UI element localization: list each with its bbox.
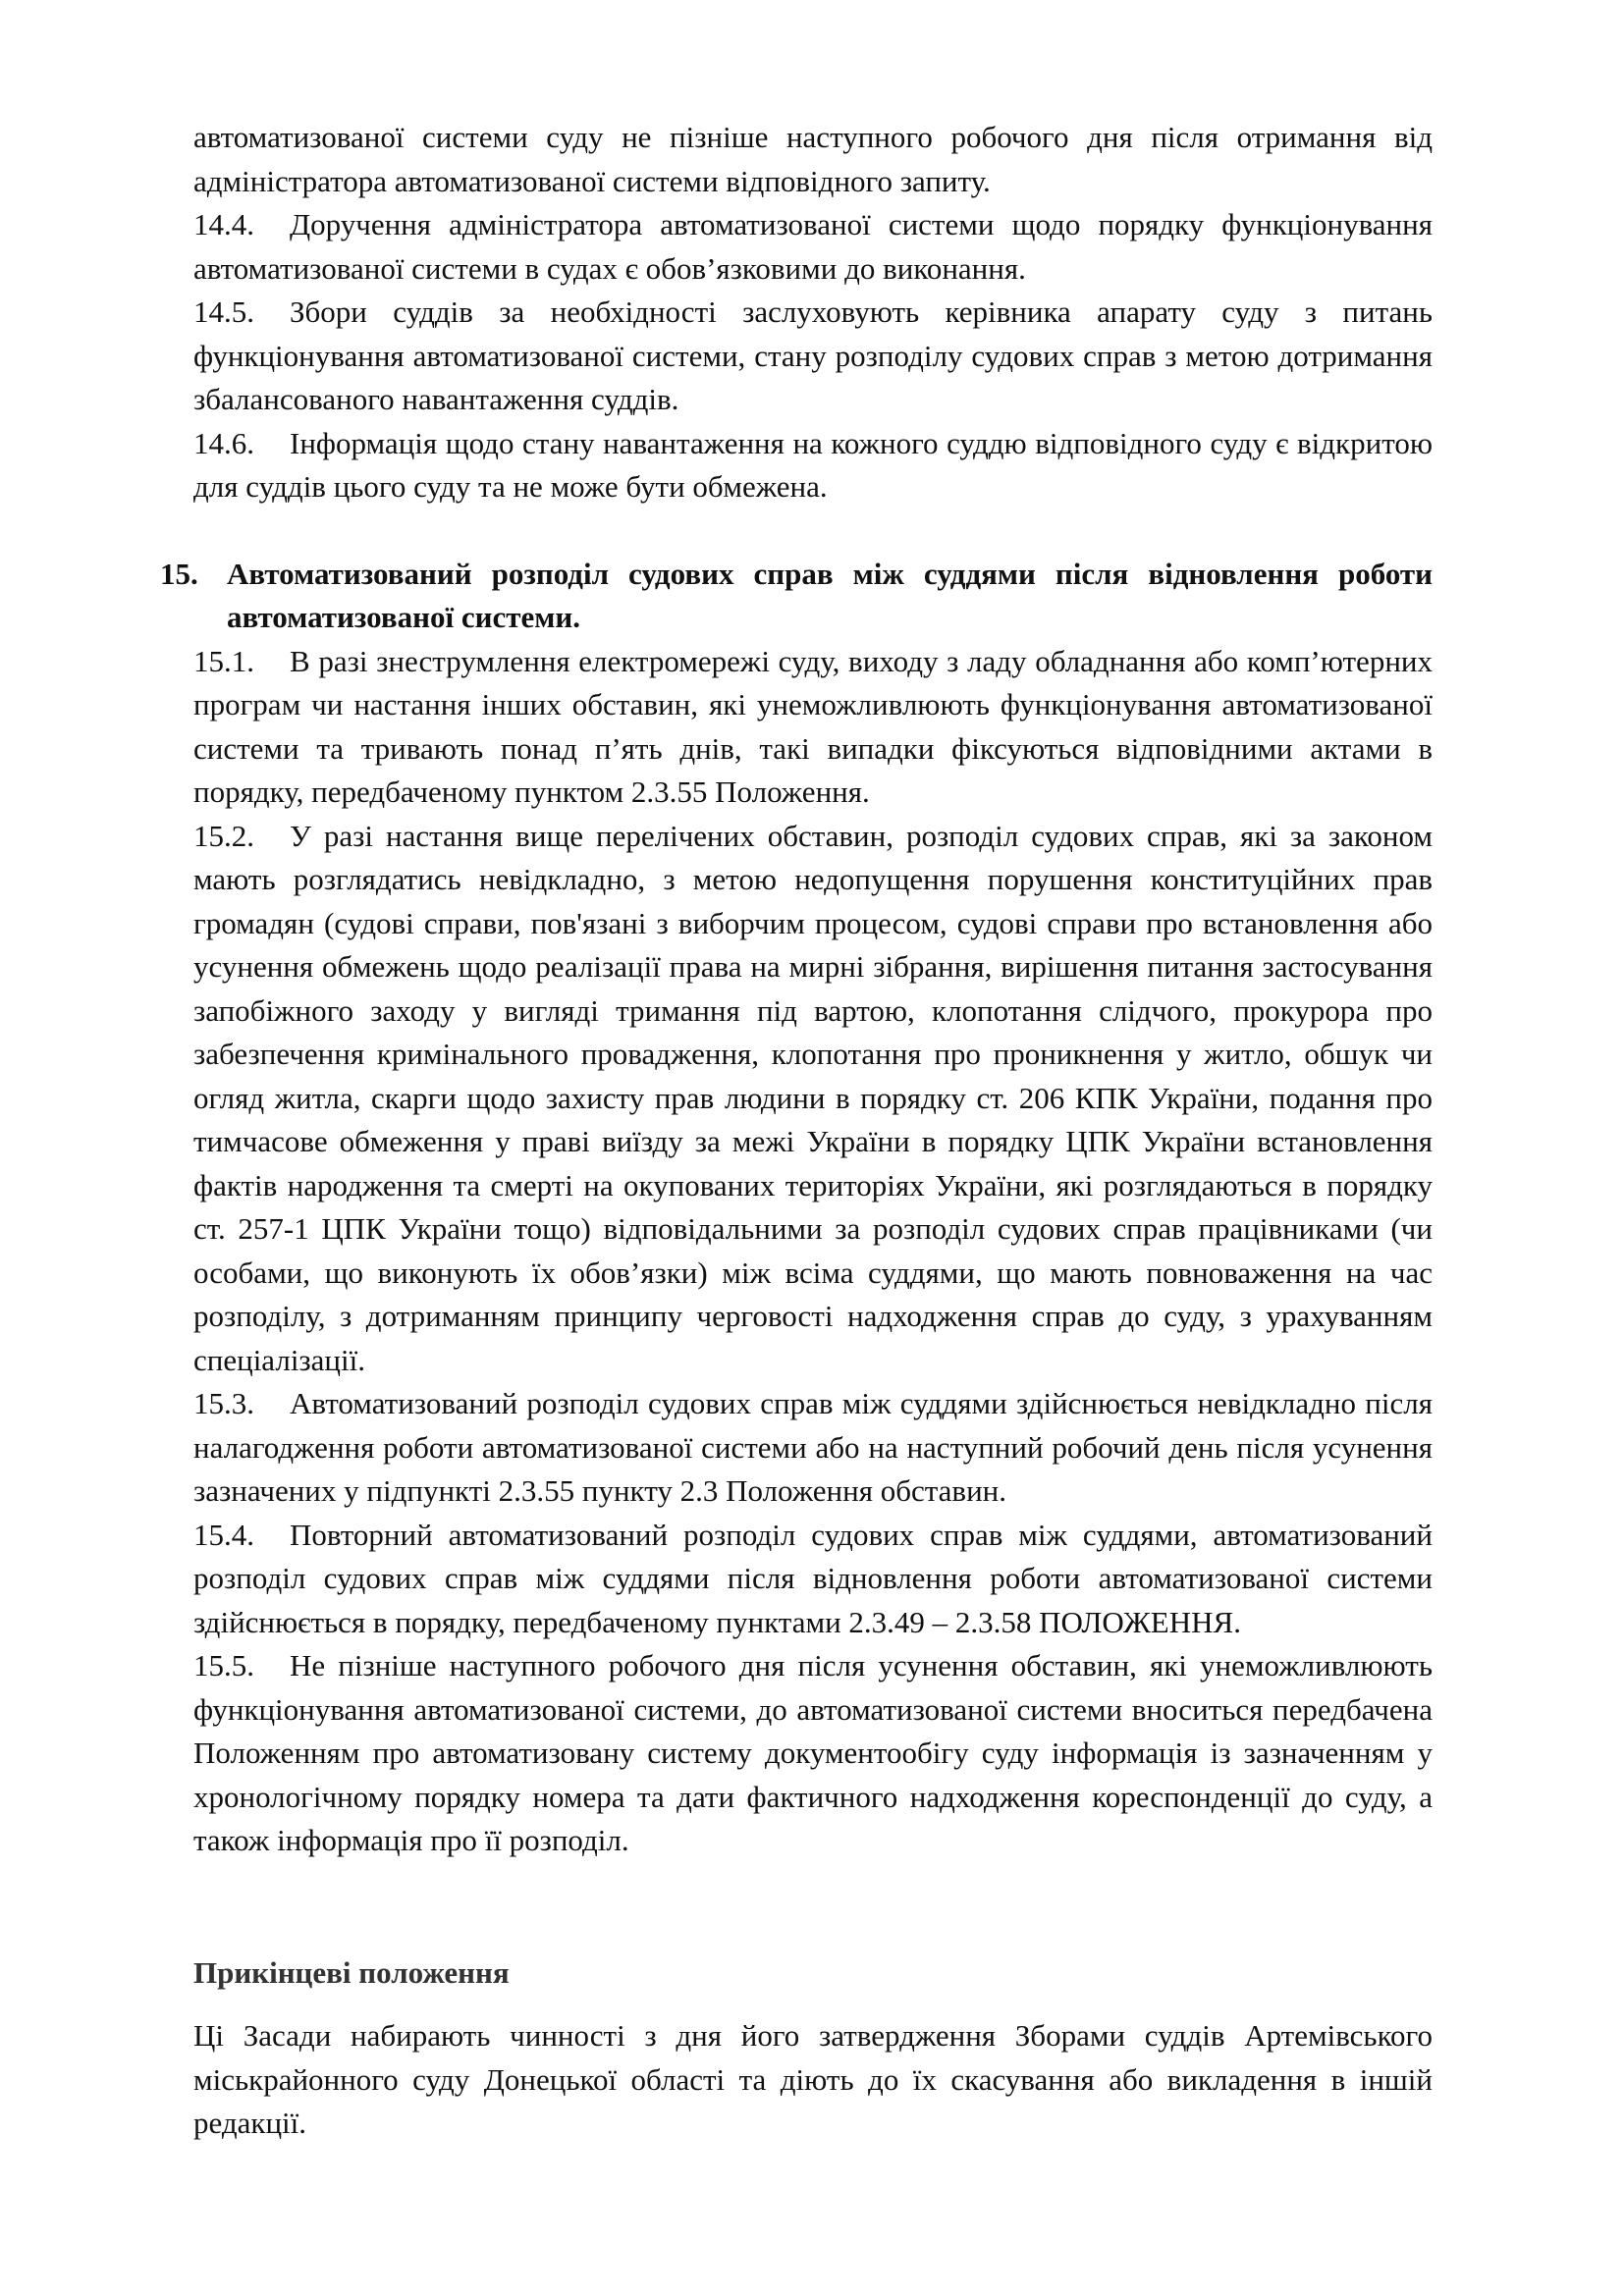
paragraph-text: Інформація щодо стану навантаження на кожного суддю відповідного суду є відкритою для суддів цього суду та не може бути обмежена. <box>193 425 1433 504</box>
paragraph-text: Автоматизований розподіл судових справ між суддями здійснюється невідкладно після налагодження роботи автоматизованої системи або на наступний робочий день після усунення зазначених у підпункті 2.3.55 пункту 2.3 Положення обставин. <box>193 1386 1433 1508</box>
section-15-heading <box>160 553 1433 640</box>
final-provisions-heading: Прикінцеві положення <box>193 1954 510 1990</box>
paragraph-number: 15.2. <box>193 818 254 853</box>
paragraph-number: 14.5. <box>193 294 254 329</box>
paragraph-14-4 <box>193 203 1433 291</box>
paragraph-number: 14.4. <box>193 207 254 241</box>
paragraph-number: 15.4. <box>193 1517 254 1552</box>
paragraph-number: 14.6. <box>193 425 254 460</box>
section-number: 15. <box>160 556 198 591</box>
paragraph-15-3 <box>193 1382 1433 1514</box>
paragraph-number: 15.5. <box>193 1648 254 1682</box>
paragraph-number: 15.1. <box>193 643 254 678</box>
paragraph-number: 15.3. <box>193 1386 254 1420</box>
paragraph-15-4 <box>193 1514 1433 1645</box>
paragraph-14-6 <box>193 422 1433 509</box>
paragraph-text: В разі знеструмлення електромережі суду, виходу з ладу обладнання або комп’ютерних програм чи настання інших обставин, які унеможливлюють функціонування автоматизованої системи та тривають понад п’ять днів, такі випадки фіксуються відповідними актами в порядку, передбаченому пунктом 2.3.55 Положення. <box>193 643 1433 809</box>
paragraph-15-1 <box>193 640 1433 815</box>
paragraph-15-5 <box>193 1644 1433 1863</box>
paragraph-text: Повторний автоматизований розподіл судових справ між суддями, автоматизований розподіл судових справ між суддями після відновлення роботи автоматизованої системи здійснюється в порядку, передбаченому пунктами 2.3.49 – 2.3.58 ПОЛОЖЕННЯ. <box>193 1517 1433 1639</box>
paragraph-14-3-continuation: автоматизованої системи суду не пізніше наступного робочого дня після отримання від адміністратора автоматизованої системи відповідного запиту. <box>193 120 1433 198</box>
paragraph-text: Не пізніше наступного робочого дня після усунення обставин, які унеможливлюють функціонування автоматизованої системи, до автоматизованої системи вноситься передбачена Положенням про автоматизовану систему документообігу суду інформація із зазначенням у хронологічному порядку номера та дати фактичного надходження кореспонденції до суду, а також інформація про її розподіл. <box>193 1648 1433 1857</box>
paragraph-text: Доручення адміністратора автоматизованої системи щодо порядку функціонування автоматизованої системи в судах є обов’язковими до виконання. <box>193 207 1433 286</box>
paragraph-text: Збори суддів за необхідності заслуховують керівника апарату суду з питань функціонування автоматизованої системи, стану розподілу судових справ з метою дотримання збалансованого навантаження суддів. <box>193 294 1433 416</box>
paragraph-15-2 <box>193 815 1433 1383</box>
section-title: Автоматизований розподіл судових справ між суддями після відновлення роботи автоматизованої системи. <box>227 556 1433 634</box>
final-provisions-text: Ці Засади набирають чинності з дня його затвердження Зборами суддів Артемівського міськрайонного суду Донецької області та діють до їх скасування або викладення в іншій редакції. <box>193 2018 1433 2140</box>
document-body <box>160 116 1433 2146</box>
paragraph-14-5 <box>193 291 1433 422</box>
paragraph-text: У разі настання вище перелічених обставин, розподіл судових справ, які за законом мають розглядатись невідкладно, з метою недопущення порушення конституційних прав громадян (судові справи, пов'язані з виборчим процесом, судові справи про встановлення або усунення обмежень щодо реалізації права на мирні зібрання, вирішення питання застосування запобіжного заходу у вигляді тримання під вартою, клопотання слідчого, прокурора про забезпечення кримінального провадження, клопотання про проникнення у житло, обшук чи огляд житла, скарги щодо захисту прав людини в порядку ст. 206 КПК України, подання про тимчасове обмеження у праві виїзду за межі України в порядку ЦПК України встановлення фактів народження та смерті на окупованих територіях України, які розглядаються в порядку ст. 257-1 ЦПК України тощо) відповідальними за розподіл судових справ працівниками (чи особами, що виконують їх обов’язки) між всіма суддями, що мають повноваження на час розподілу, з дотриманням принципу черговості надходження справ до суду, з урахуванням спеціалізації. <box>193 818 1433 1377</box>
